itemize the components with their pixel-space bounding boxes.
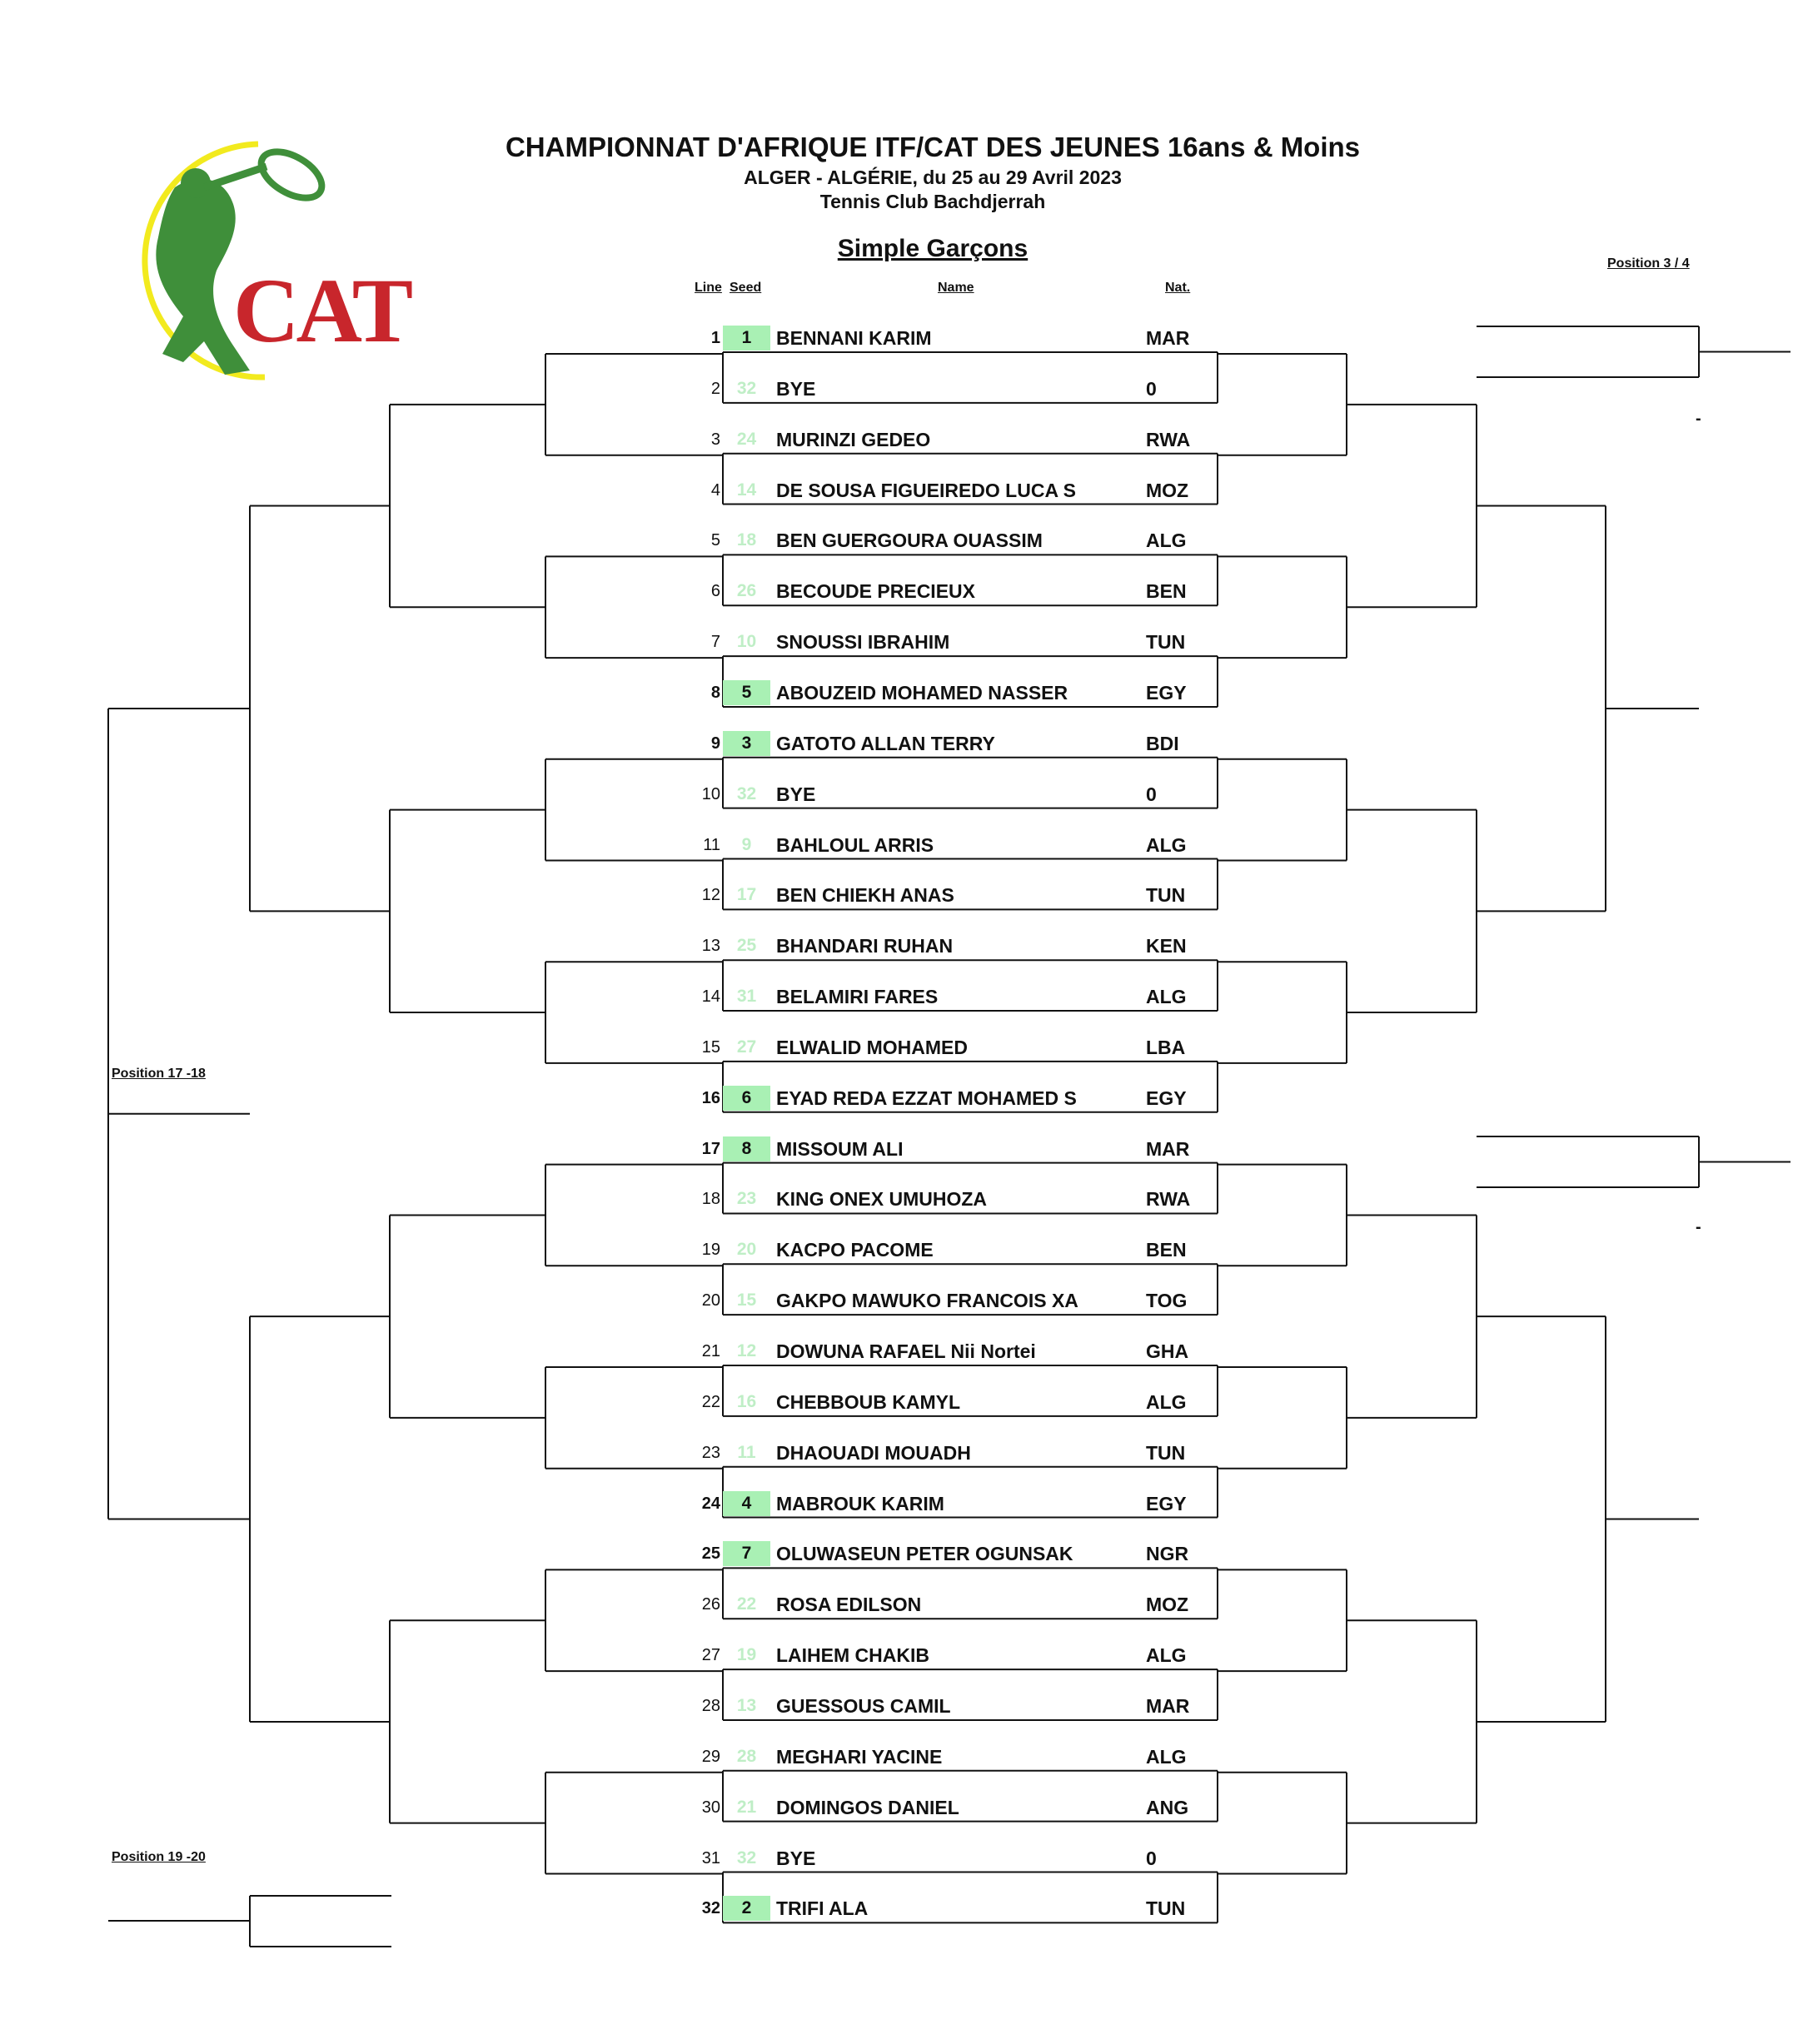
- seed-number: 8: [723, 1136, 770, 1161]
- player-name: DE SOUSA FIGUEIREDO LUCA S: [776, 479, 1076, 501]
- player-nationality: MOZ: [1146, 1594, 1189, 1616]
- player-row-30: [0, 1793, 1793, 1822]
- player-row-14: [0, 982, 1793, 1011]
- seed-number: 28: [736, 1746, 757, 1766]
- player-row-18: [0, 1185, 1793, 1213]
- line-number: 32: [701, 1899, 720, 1918]
- line-number: 8: [710, 683, 720, 702]
- line-number: 27: [701, 1646, 720, 1665]
- player-nationality: ALG: [1146, 1644, 1187, 1667]
- player-name: BYE: [776, 377, 816, 400]
- line-number: 22: [701, 1392, 720, 1411]
- line-number: 23: [701, 1443, 720, 1462]
- player-row-25: [0, 1539, 1793, 1568]
- player-nationality: TUN: [1146, 1897, 1186, 1920]
- position-17-18-label: Position 17 -18: [112, 1067, 206, 1081]
- seed-number: 23: [736, 1189, 757, 1209]
- line-number: 16: [701, 1088, 720, 1107]
- seed-number: 31: [736, 987, 757, 1007]
- tournament-location: ALGER - ALGÉRIE, du 25 au 29 Avril 2023: [744, 167, 1122, 188]
- line-number: 4: [710, 480, 720, 500]
- player-nationality: MAR: [1146, 1137, 1190, 1160]
- player-row-26: [0, 1590, 1793, 1619]
- seed-number: 6: [723, 1086, 770, 1111]
- player-nationality: KEN: [1146, 935, 1187, 957]
- seed-number: 14: [736, 480, 757, 500]
- player-row-17: [0, 1135, 1793, 1163]
- player-name: DOWUNA RAFAEL Nii Nortei: [776, 1340, 1036, 1362]
- player-row-15: [0, 1033, 1793, 1062]
- seed-number: 11: [737, 1442, 756, 1462]
- player-nationality: GHA: [1146, 1340, 1189, 1362]
- line-number: 6: [710, 582, 720, 601]
- player-nationality: ALG: [1146, 833, 1187, 856]
- seed-number: 4: [723, 1491, 770, 1516]
- player-nationality: ALG: [1146, 530, 1187, 552]
- line-number: 28: [701, 1696, 720, 1715]
- player-nationality: TUN: [1146, 631, 1186, 654]
- line-number: 15: [701, 1037, 720, 1057]
- player-name: GAKPO MAWUKO FRANCOIS XA: [776, 1290, 1078, 1312]
- seed-number: 5: [723, 680, 770, 705]
- player-name: LAIHEM CHAKIB: [776, 1644, 929, 1667]
- player-nationality: ANG: [1146, 1796, 1189, 1818]
- position-dash-2: -: [1696, 1218, 1701, 1236]
- player-row-21: [0, 1337, 1793, 1365]
- player-name: DHAOUADI MOUADH: [776, 1441, 971, 1464]
- line-number: 25: [701, 1544, 720, 1564]
- line-number: 3: [710, 430, 720, 449]
- player-nationality: RWA: [1146, 428, 1191, 450]
- seed-number: 7: [723, 1541, 770, 1566]
- player-row-22: [0, 1388, 1793, 1416]
- player-nationality: EGY: [1146, 1087, 1187, 1109]
- line-number: 13: [701, 937, 720, 956]
- player-nationality: MOZ: [1146, 479, 1189, 501]
- player-nationality: ALG: [1146, 986, 1187, 1008]
- column-header-nat: Nat.: [1165, 281, 1191, 295]
- line-number: 5: [710, 531, 720, 550]
- line-number: 20: [701, 1291, 720, 1310]
- line-number: 29: [701, 1747, 720, 1766]
- player-name: BYE: [776, 783, 816, 805]
- player-name: MABROUK KARIM: [776, 1492, 944, 1514]
- player-nationality: NGR: [1146, 1543, 1189, 1565]
- player-nationality: RWA: [1146, 1188, 1191, 1211]
- player-row-20: [0, 1286, 1793, 1315]
- player-row-31: [0, 1844, 1793, 1872]
- seed-number: 2: [723, 1896, 770, 1921]
- player-row-19: [0, 1236, 1793, 1264]
- player-name: KACPO PACOME: [776, 1239, 934, 1261]
- player-name: KING ONEX UMUHOZA: [776, 1188, 987, 1211]
- seed-number: 13: [736, 1695, 757, 1715]
- player-row-12: [0, 881, 1793, 909]
- line-number: 30: [701, 1798, 720, 1817]
- player-name: ROSA EDILSON: [776, 1594, 922, 1616]
- player-name: BENNANI KARIM: [776, 327, 932, 349]
- player-name: MISSOUM ALI: [776, 1137, 904, 1160]
- line-number: 26: [701, 1595, 720, 1614]
- line-number: 1: [710, 329, 720, 347]
- position-19-20-label: Position 19 -20: [112, 1850, 206, 1864]
- player-row-32: [0, 1894, 1793, 1922]
- player-name: MURINZI GEDEO: [776, 428, 931, 450]
- seed-number: 18: [736, 530, 757, 550]
- player-row-2: [0, 375, 1793, 403]
- player-row-8: [0, 679, 1793, 707]
- player-name: BEN GUERGOURA OUASSIM: [776, 530, 1043, 552]
- player-nationality: 0: [1146, 377, 1157, 400]
- player-row-29: [0, 1743, 1793, 1771]
- player-name: BHANDARI RUHAN: [776, 935, 954, 957]
- line-number: 19: [701, 1241, 720, 1260]
- seed-number: 26: [736, 581, 757, 601]
- player-row-10: [0, 780, 1793, 808]
- position-dash-1: -: [1696, 410, 1701, 428]
- seed-number: 3: [723, 731, 770, 756]
- page-title: CHAMPIONNAT D'AFRIQUE ITF/CAT DES JEUNES 16ans & Moins: [505, 132, 1361, 162]
- player-name: SNOUSSI IBRAHIM: [776, 631, 950, 654]
- seed-number: 27: [736, 1037, 757, 1057]
- player-name: CHEBBOUB KAMYL: [776, 1390, 961, 1413]
- line-number: 21: [701, 1342, 720, 1360]
- player-name: MEGHARI YACINE: [776, 1745, 943, 1768]
- player-nationality: EGY: [1146, 681, 1187, 704]
- line-number: 14: [701, 987, 720, 1007]
- seed-number: 1: [723, 326, 770, 351]
- player-name: DOMINGOS DANIEL: [776, 1796, 959, 1818]
- player-nationality: TUN: [1146, 1441, 1186, 1464]
- player-name: OLUWASEUN PETER OGUNSAK: [776, 1543, 1073, 1565]
- line-number: 11: [703, 835, 720, 854]
- player-name: BECOUDE PRECIEUX: [776, 580, 975, 603]
- player-row-13: [0, 932, 1793, 960]
- player-nationality: MAR: [1146, 1694, 1190, 1717]
- seed-number: 32: [736, 1848, 757, 1867]
- player-name: ELWALID MOHAMED: [776, 1036, 968, 1058]
- seed-number: 9: [741, 834, 752, 854]
- line-number: 7: [710, 633, 720, 652]
- line-number: 18: [701, 1190, 720, 1209]
- player-row-24: [0, 1489, 1793, 1518]
- player-nationality: EGY: [1146, 1492, 1187, 1514]
- seed-number: 24: [736, 429, 757, 449]
- player-row-23: [0, 1439, 1793, 1467]
- column-header-line: Line: [695, 281, 722, 295]
- line-number: 31: [701, 1848, 720, 1867]
- player-row-27: [0, 1641, 1793, 1669]
- player-nationality: ALG: [1146, 1745, 1187, 1768]
- player-nationality: BEN: [1146, 580, 1187, 603]
- column-header-seed: Seed: [730, 281, 762, 295]
- player-name: GATOTO ALLAN TERRY: [776, 732, 995, 754]
- seed-number: 21: [736, 1797, 757, 1817]
- seed-number: 20: [736, 1240, 757, 1260]
- seed-number: 25: [736, 936, 757, 956]
- player-nationality: MAR: [1146, 327, 1190, 349]
- seed-number: 15: [736, 1291, 757, 1310]
- line-number: 12: [701, 886, 720, 905]
- player-nationality: TUN: [1146, 884, 1186, 907]
- player-row-16: [0, 1084, 1793, 1112]
- player-nationality: BEN: [1146, 1239, 1187, 1261]
- seed-number: 10: [736, 632, 757, 652]
- player-name: ABOUZEID MOHAMED NASSER: [776, 681, 1068, 704]
- seed-number: 32: [736, 783, 757, 803]
- player-row-4: [0, 476, 1793, 505]
- seed-number: 22: [736, 1594, 757, 1614]
- seed-number: 17: [736, 885, 757, 905]
- player-row-3: [0, 425, 1793, 454]
- player-name: BELAMIRI FARES: [776, 986, 939, 1008]
- player-row-9: [0, 729, 1793, 758]
- logo-text: CAT: [233, 260, 411, 361]
- position-3-4-label: Position 3 / 4: [1607, 256, 1690, 271]
- seed-number: 16: [736, 1391, 757, 1411]
- tournament-venue: Tennis Club Bachdjerrah: [819, 191, 1046, 212]
- player-row-7: [0, 628, 1793, 656]
- player-row-6: [0, 577, 1793, 605]
- player-nationality: BDI: [1146, 732, 1179, 754]
- player-nationality: ALG: [1146, 1390, 1187, 1413]
- player-nationality: 0: [1146, 783, 1157, 805]
- column-header-name: Name: [938, 281, 974, 295]
- player-nationality: 0: [1146, 1847, 1157, 1869]
- player-nationality: LBA: [1146, 1036, 1186, 1058]
- line-number: 10: [701, 784, 720, 803]
- player-name: BEN CHIEKH ANAS: [776, 884, 954, 907]
- event-title: Simple Garçons: [837, 235, 1028, 262]
- player-name: TRIFI ALA: [776, 1897, 869, 1920]
- player-row-5: [0, 526, 1793, 555]
- seed-number: 12: [736, 1341, 757, 1360]
- player-name: GUESSOUS CAMIL: [776, 1694, 951, 1717]
- seed-number: 32: [736, 378, 757, 398]
- line-number: 9: [710, 734, 720, 753]
- player-name: EYAD REDA EZZAT MOHAMED S: [776, 1087, 1077, 1109]
- seed-number: 19: [736, 1645, 757, 1665]
- player-nationality: TOG: [1146, 1290, 1188, 1312]
- line-number: 24: [701, 1494, 720, 1513]
- line-number: 17: [701, 1139, 720, 1158]
- player-row-11: [0, 831, 1793, 859]
- player-name: BYE: [776, 1847, 816, 1869]
- player-row-1: [0, 324, 1793, 352]
- line-number: 2: [710, 379, 720, 398]
- player-row-28: [0, 1692, 1793, 1720]
- player-name: BAHLOUL ARRIS: [776, 833, 934, 856]
